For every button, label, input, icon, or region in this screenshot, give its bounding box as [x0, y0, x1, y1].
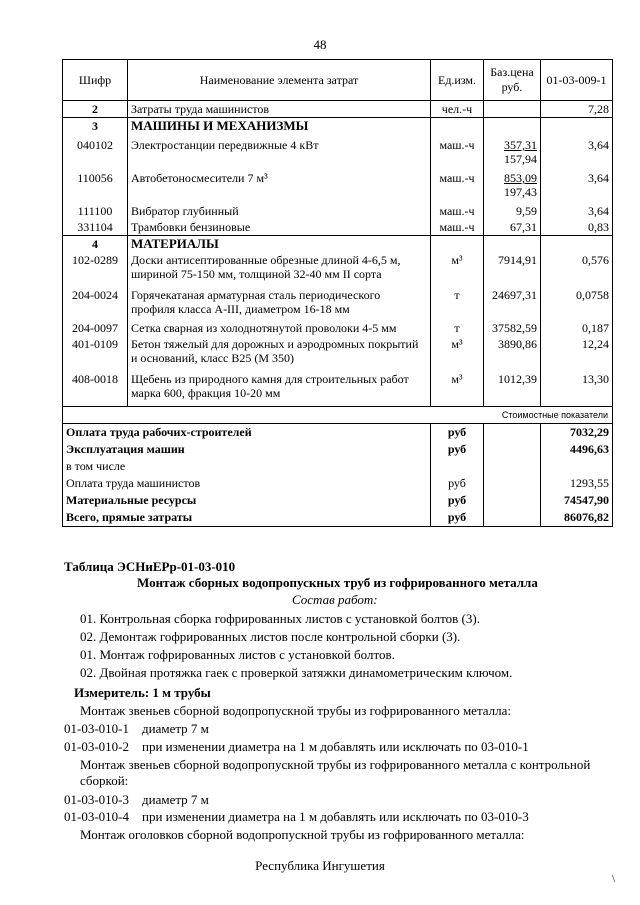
header-code: Шифр	[63, 60, 128, 101]
row-value: 3,64	[541, 167, 613, 200]
row-name: Щебень из природного камня для строительных работ марка 600, фракция 10-20 мм	[128, 366, 431, 407]
row-price: 9,59	[484, 200, 541, 219]
summary-row	[63, 475, 613, 492]
row-name: Горячекатаная арматурная сталь периодического профиля класса А-III, диаметром 16-18 мм	[128, 282, 431, 317]
section-row	[63, 236, 613, 253]
item-code: 01-03-010-1	[64, 721, 129, 736]
row-value: 3,64	[541, 134, 613, 167]
row-name: Трамбовки бензиновые	[128, 219, 431, 236]
header-name: Наименование элемента затрат	[128, 60, 431, 101]
summary-label: Всего, прямые затраты	[63, 509, 431, 527]
row-value: 0,0758	[541, 282, 613, 317]
work-item: 02. Двойная протяжка гаек с проверкой затяжки динамометрическим ключом.	[80, 665, 513, 680]
row-price: 67,31	[484, 219, 541, 236]
row-price	[484, 134, 541, 167]
row-unit: м³	[431, 336, 484, 366]
row-value: 13,30	[541, 366, 613, 407]
section-row	[63, 118, 613, 135]
row-unit: т	[431, 282, 484, 317]
table-header-row	[63, 60, 613, 101]
item-text: при изменении диаметра на 1 м добавлять или исключать по 03-010-1	[142, 739, 529, 754]
row-unit: маш.-ч	[431, 200, 484, 219]
work-item: 01. Контрольная сборка гофрированных листов с установкой болтов (3).	[80, 611, 480, 626]
header-unit: Ед.изм.	[431, 60, 484, 101]
row-code: 204-0024	[63, 282, 128, 317]
section-title: МАШИНЫ И МЕХАНИЗМЫ	[128, 118, 431, 135]
row-unit: маш.-ч	[431, 219, 484, 236]
row-value: 7,28	[541, 101, 613, 118]
table-row	[63, 200, 613, 219]
row-name: Вибратор глубинный	[128, 200, 431, 219]
summary-value: 1293,55	[541, 475, 613, 492]
row-unit: т	[431, 317, 484, 336]
group-title: Монтаж оголовков сборной водопропускной трубы из гофрированного металла:	[80, 827, 525, 842]
table-row	[63, 219, 613, 236]
header-norm: 01-03-009-1	[541, 60, 613, 101]
row-name: Бетон тяжелый для дорожных и аэродромных покрытий и оснований, класс В25 (М 350)	[128, 336, 431, 366]
row-price: 1012,39	[484, 366, 541, 407]
table-row	[63, 134, 613, 167]
summary-unit: руб	[431, 492, 484, 509]
summary-row	[63, 441, 613, 458]
row-unit: м³	[431, 366, 484, 407]
row-name: Сетка сварная из холоднотянутой проволоки 4-5 мм	[128, 317, 431, 336]
row-price: 24697,31	[484, 282, 541, 317]
row-code: 401-0109	[63, 336, 128, 366]
table-row	[63, 317, 613, 336]
summary-row	[63, 492, 613, 509]
summary-unit: руб	[431, 509, 484, 527]
row-name: Автобетоносмесители 7 м³	[128, 167, 431, 200]
summary-value: 4496,63	[541, 441, 613, 458]
item-code: 01-03-010-4	[64, 809, 129, 824]
corner-mark: \	[612, 873, 616, 885]
summary-row	[63, 458, 613, 475]
page-number: 48	[313, 37, 327, 52]
row-unit: маш.-ч	[431, 134, 484, 167]
row-value: 12,24	[541, 336, 613, 366]
item-text: при изменении диаметра на 1 м добавлять или исключать по 03-010-3	[142, 809, 529, 824]
summary-value: 86076,82	[541, 509, 613, 527]
section-number: 3	[63, 118, 128, 135]
row-code: 408-0018	[63, 366, 128, 407]
row-name: Доски антисептированные обрезные длиной 4-6,5 м, шириной 75-150 мм, толщиной 32-40 мм II сорта	[128, 252, 431, 282]
item-text: диаметр 7 м	[142, 721, 209, 736]
row-number: 2	[63, 101, 128, 118]
price-value: 357,31	[504, 138, 537, 152]
section-number: 4	[63, 236, 128, 253]
row-unit: м³	[431, 252, 484, 282]
row-price: 3890,86	[484, 336, 541, 366]
row-price	[484, 167, 541, 200]
work-item: 02. Демонтаж гофрированных листов после контрольной сборки (3).	[80, 629, 461, 644]
item-text: диаметр 7 м	[142, 792, 209, 807]
table-row	[63, 101, 613, 118]
summary-row	[63, 424, 613, 442]
summary-label: в том числе	[63, 458, 431, 475]
summary-unit: руб	[431, 441, 484, 458]
summary-label: Оплата труда машинистов	[63, 475, 431, 492]
row-unit: маш.-ч	[431, 167, 484, 200]
price-secondary: 157,94	[504, 152, 537, 166]
row-price	[484, 101, 541, 118]
summary-label: Оплата труда рабочих-строителей	[63, 424, 431, 442]
summary-header: Стоимостные показатели	[63, 407, 613, 424]
header-price: Баз.цена руб.	[484, 60, 541, 101]
measure-unit: Измеритель: 1 м трубы	[74, 685, 211, 700]
summary-value: 74547,90	[541, 492, 613, 509]
summary-label: Эксплуатация машин	[63, 441, 431, 458]
table-row	[63, 167, 613, 200]
works-title: Состав работ:	[292, 592, 378, 607]
table-row	[63, 366, 613, 407]
row-code: 110056	[63, 167, 128, 200]
price-secondary: 197,43	[504, 185, 537, 199]
summary-label: Материальные ресурсы	[63, 492, 431, 509]
table-title: Таблица ЭСНиЕРр-01-03-010	[64, 559, 236, 574]
price-value: 853,09	[504, 171, 537, 185]
row-value: 0,576	[541, 252, 613, 282]
row-code: 331104	[63, 219, 128, 236]
row-price: 7914,91	[484, 252, 541, 282]
row-name: Электростанции передвижные 4 кВт	[128, 134, 431, 167]
row-code: 204-0097	[63, 317, 128, 336]
summary-row	[63, 509, 613, 527]
item-code: 01-03-010-2	[64, 739, 129, 754]
group-title-continued: сборкой:	[80, 773, 129, 788]
work-item: 01. Монтаж гофрированных листов с установкой болтов.	[80, 647, 395, 662]
group-title: Монтаж звеньев сборной водопропускной трубы из гофрированного металла с контрольной	[80, 757, 591, 772]
resource-table	[62, 59, 613, 527]
row-value: 0,83	[541, 219, 613, 236]
row-code: 102-0289	[63, 252, 128, 282]
row-value: 3,64	[541, 200, 613, 219]
summary-unit: руб	[431, 475, 484, 492]
section-heading: Монтаж сборных водопропускных труб из гофрированного металла	[137, 575, 538, 590]
summary-value: 7032,29	[541, 424, 613, 442]
table-row	[63, 336, 613, 366]
row-value: 0,187	[541, 317, 613, 336]
row-code: 040102	[63, 134, 128, 167]
row-name: Затраты труда машинистов	[128, 101, 431, 118]
row-unit: чел.-ч	[431, 101, 484, 118]
table-row	[63, 282, 613, 317]
item-code: 01-03-010-3	[64, 792, 129, 807]
row-price: 37582,59	[484, 317, 541, 336]
row-code: 111100	[63, 200, 128, 219]
summary-header-row	[63, 407, 613, 424]
table-row	[63, 252, 613, 282]
page-footer: Республика Ингушетия	[255, 858, 385, 873]
group-title: Монтаж звеньев сборной водопропускной трубы из гофрированного металла:	[80, 703, 512, 718]
section-title: МАТЕРИАЛЫ	[128, 236, 431, 253]
summary-unit: руб	[431, 424, 484, 442]
